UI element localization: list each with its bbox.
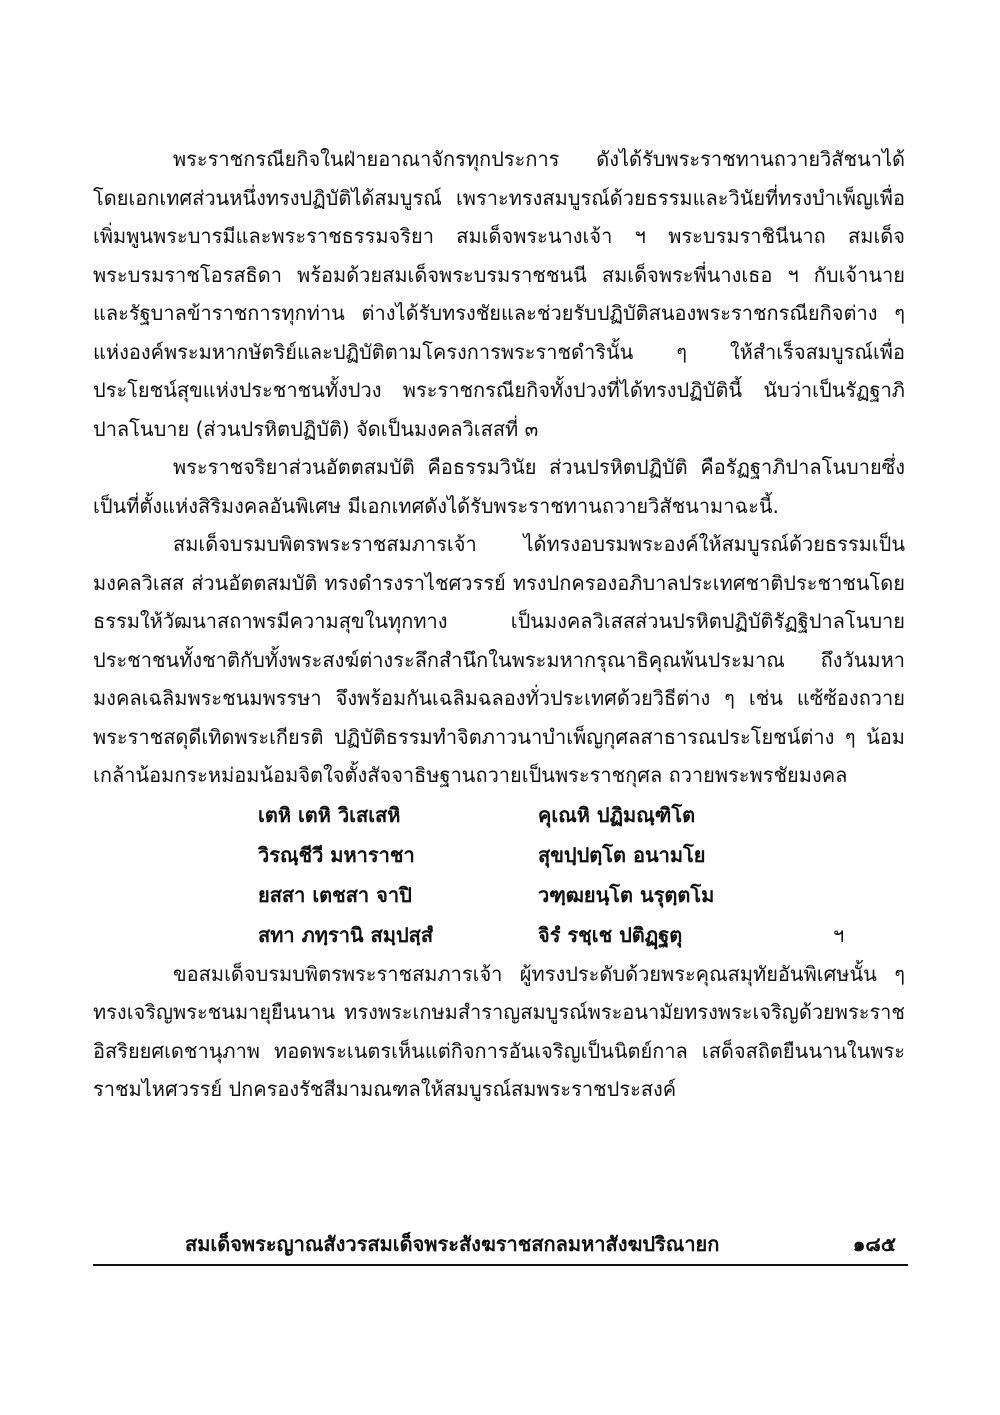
- verse-line: [93, 875, 905, 915]
- verse-right-half: วฑฺฒยนฺโต นรุตฺตโม: [538, 882, 715, 907]
- verse-right-half: สุขปฺปตฺโต อนามโย: [538, 842, 706, 867]
- verse-line: [93, 915, 905, 955]
- verse-right-half: คุเณหิ ปฏิมณฺฑิโต: [538, 802, 696, 827]
- paragraph-blessing-intro: สมเด็จบรมบพิตรพระราชสมภารเจ้า ได้ทรงอบรมพระองค์ให้สมบูรณ์ด้วยธรรมเป็นมงคลวิเสส ส่วนอัตตสมบัติ ทรงดำรงราไชศวรรย์ ทรงปกครองอภิบาลประเทศชาติประชาชนโดยธรรมให้วัฒนาสถาพรมีความสุขในทุกทาง เป็นมงคลวิเสสส่วนปรหิตปฏิบัติรัฏฐิปาลโนบายประชาชนทั้งชาติกับทั้งพระสงฆ์ต่างระลึกสำนึกในพระมหากรุณาธิคุณพ้นประมาณ ถึงวันมหามงคลเฉลิมพระชนมพรรษา จึงพร้อมกันเฉลิมฉลองทั่วประเทศด้วยวิธีต่าง ๆ เช่น แซ้ซ้องถวายพระราชสดุดีเทิดพระเกียรติ ปฏิบัติธรรมทำจิตภาวนาบำเพ็ญกุศลสาธารณประโยชน์ต่าง ๆ น้อมเกล้าน้อมกระหม่อมน้อมจิตใจตั้งสัจจาธิษฐานถวายเป็นพระราชกุศล ถวายพระพรชัยมงคล: [93, 532, 905, 787]
- verse-line: [93, 795, 905, 835]
- paragraph-royal-conduct: พระราชจริยาส่วนอัตตสมบัติ คือธรรมวินัย ส่วนปรหิตปฏิบัติ คือรัฏฐาภิปาลโนบายซึ่งเป็นที่ตั้งแห่งสิริมงคลอันพิเศษ มีเอกเทศดังได้รับพระราชทานถวายวิสัชนามาฉะนี้.: [93, 455, 905, 518]
- verse-left-half: เตหิ เตหิ วิเสเสหิ: [258, 802, 401, 827]
- verse-line: [93, 835, 905, 875]
- paragraph-royal-duties: พระราชกรณียกิจในฝ่ายอาณาจักรทุกประการ ดังได้รับพระราชทานถวายวิสัชนาได้โดยเอกเทศส่วนหนึ่งทรงปฏิบัติได้สมบูรณ์ เพราะทรงสมบูรณ์ด้วยธรรมและวินัยที่ทรงบำเพ็ญเพื่อเพิ่มพูนพระบารมีและพระราชธรรมจริยา สมเด็จพระนางเจ้า ฯ พระบรมราชินีนาถ สมเด็จพระบรมราชโอรสธิดา พร้อมด้วยสมเด็จพระบรมราชชนนี สมเด็จพระพี่นางเธอ ฯ กับเจ้านาย และรัฐบาลข้าราชการทุกท่าน ต่างได้รับทรงชัยและช่วยรับปฏิบัติสนองพระราชกรณียกิจต่าง ๆ แห่งองค์พระมหากษัตริย์และปฏิบัติตามโครงการพระราชดำรินั้น ๆ ให้สำเร็จสมบูรณ์เพื่อประโยชน์สุขแห่งประชาชนทั้งปวง พระราชกรณียกิจทั้งปวงที่ได้ทรงปฏิบัตินี้ นับว่าเป็นรัฏฐาภิปาลโนบาย (ส่วนปรหิตปฏิบัติ) จัดเป็นมงคลวิเสสที่ ๓: [93, 147, 905, 441]
- verse-end-mark: ฯ: [833, 922, 845, 947]
- verse-left-half: ยสสา เตชสา จาปิ: [258, 882, 412, 907]
- verse-right-half: จิรํ รชฺเช ปติฏฺฐตุ: [538, 922, 683, 947]
- page-footer: [93, 1228, 908, 1266]
- footer-title: สมเด็จพระญาณสังวรสมเด็จพระสังฆราชสกลมหาสังฆปริณายก: [185, 1232, 720, 1256]
- pali-verse: [93, 795, 905, 955]
- verse-left-half: สทา ภทฺรานิ สมฺปสฺสํ: [258, 922, 434, 947]
- page-number: ๑๘๕: [852, 1232, 896, 1256]
- body-text: [93, 140, 905, 1109]
- verse-left-half: วิรณฺชีวี มหาราชา: [258, 842, 415, 867]
- paragraph-closing-blessing: ขอสมเด็จบรมบพิตรพระราชสมภารเจ้า ผู้ทรงประดับด้วยพระคุณสมุทัยอันพิเศษนั้น ๆ ทรงเจริญพระชนมายุยืนนาน ทรงพระเกษมสำราญสมบูรณ์พระอนามัยทรงพระเจริญด้วยพระราชอิสริยยศเดชานุภาพ ทอดพระเนตรเห็นแต่กิจการอันเจริญเป็นนิตย์กาล เสด็จสถิตยืนนานในพระราชมไหศวรรย์ ปกครองรัชสีมามณฑลให้สมบูรณ์สมพระราชประสงค์: [93, 961, 905, 1101]
